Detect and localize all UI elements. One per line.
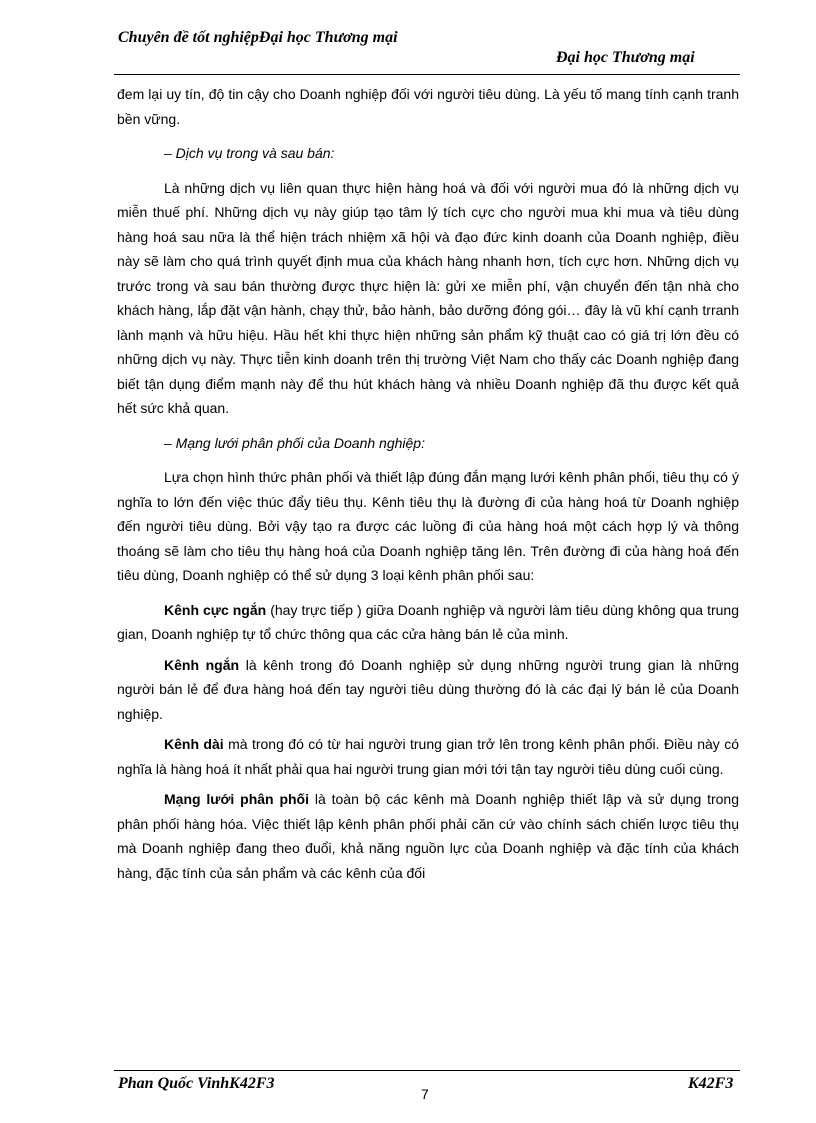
term-direct-channel: Kênh cực ngắn [164, 601, 267, 618]
page-number: 7 [421, 1086, 429, 1102]
header-title-right: Đại học Thương mại [556, 49, 695, 66]
paragraph-services: Là những dịch vụ liên quan thực hiện hàng hoá và đối với người mua đó là những dịch vụ miễn thuế phí. Những dịch vụ này giúp tạo tâm lý tích cực cho người mua khi mua và tiêu dùng hàng hoá sau nữa là thể hiện trách nhiệm xã hội và đạo đức kinh doanh của Doanh nghiệp, điều này sẽ làm cho quá trình quyết định mua của khách hàng nhanh hơn, tích cực hơn. Những dịch vụ trước trong và sau bán thường được thực hiện là: gửi xe miễn phí, vận chuyển đến tận nhà cho khách hàng, lắp đặt vận hành, chạy thử, bảo hành, bảo dưỡng đóng gói… đây là vũ khí cạnh trranh lành mạnh và hữu hiệu. Hầu hết khi thực hiện những sản phẩm kỹ thuật cao có giá trị lớn đều có những dịch vụ này. Thực tiễn kinh doanh trên thị trường Việt Nam cho thấy các Doanh nghiệp đang biết tận dụng điểm mạnh này để thu hút khách hàng và nhiều Doanh nghiệp đã thu được kết quả hết sức khả quan. [117, 179, 739, 416]
paragraph-intro: đem lại uy tín, độ tin cậy cho Doanh nghiệp đối với người tiêu dùng. Là yếu tố mang tính cạnh tranh bền vững. [117, 86, 739, 127]
paragraph-long-channel [117, 732, 739, 781]
footer-rule [114, 1070, 740, 1071]
header-title-left: Chuyên đề tốt nghiệpĐại học Thương mại [118, 29, 398, 46]
term-distribution-network: Mạng lưới phân phối [164, 791, 309, 807]
footer-author: Phan Quốc VinhK42F3 [118, 1075, 275, 1092]
text-short-channel: là kênh trong đó Doanh nghiệp sử dụng những người trung gian là những người bán lẻ để đưa hàng hoá đến tay người tiêu dùng thường đó là các đại lý bán lẻ của Doanh nghiệp. [117, 656, 739, 722]
paragraph-distribution: Lựa chọn hình thức phân phối và thiết lập đúng đắn mạng lưới kênh phân phối, tiêu thụ có ý nghĩa to lớn đến việc thúc đẩy tiêu thụ. Kênh tiêu thụ là đường đi của hàng hoá từ Doanh nghiệp đến người tiêu dùng. Bởi vậy tạo ra được các luồng đi của hàng hoá một cách hợp lý và thông thoáng sẽ làm cho tiêu thụ hàng hoá của Doanh nghiệp tăng lên. Trên đường đi của hàng hoá đến tiêu dùng, Doanh nghiệp có thể sử dụng 3 loại kênh phân phối sau: [117, 469, 739, 583]
paragraph-distribution-network [117, 787, 739, 885]
text-direct-channel: (hay trực tiếp ) giữa Doanh nghiệp và người làm tiêu dùng không qua trung gian, Doanh nghiệp tự tổ chức thông qua các cửa hàng bán lẻ của mình. [117, 601, 739, 642]
document-body [117, 82, 739, 891]
paragraph-short-channel [117, 653, 739, 727]
paragraph-direct-channel [117, 598, 739, 647]
text-long-channel: mà trong đó có từ hai người trung gian trở lên trong kênh phân phối. Điều này có nghĩa là hàng hoá ít nhất phải qua hai người trung gian mới tới tận tay người tiêu dùng cuối cùng. [117, 736, 739, 777]
subheading-services: – Dịch vụ trong và sau bán: [164, 145, 335, 161]
term-short-channel: Kênh ngắn [164, 656, 240, 673]
subheading-distribution: – Mạng lưới phân phối của Doanh nghiệp: [164, 434, 425, 451]
header-rule [114, 74, 740, 75]
text-distribution-network: là toàn bộ các kênh mà Doanh nghiệp thiết lập và sử dụng trong phân phối hàng hóa. Việc thiết lập kênh phân phối phải căn cứ vào chính sách chiến lược tiêu thụ mà Doanh nghiệp đang theo đuổi, khả năng nguồn lực của Doanh nghiệp và đặc tính của khách hàng, đặc tính của sản phẩm và các kênh của đối [117, 791, 740, 881]
footer-class-code: K42F3 [688, 1075, 734, 1092]
term-long-channel: Kênh dài [164, 736, 224, 752]
